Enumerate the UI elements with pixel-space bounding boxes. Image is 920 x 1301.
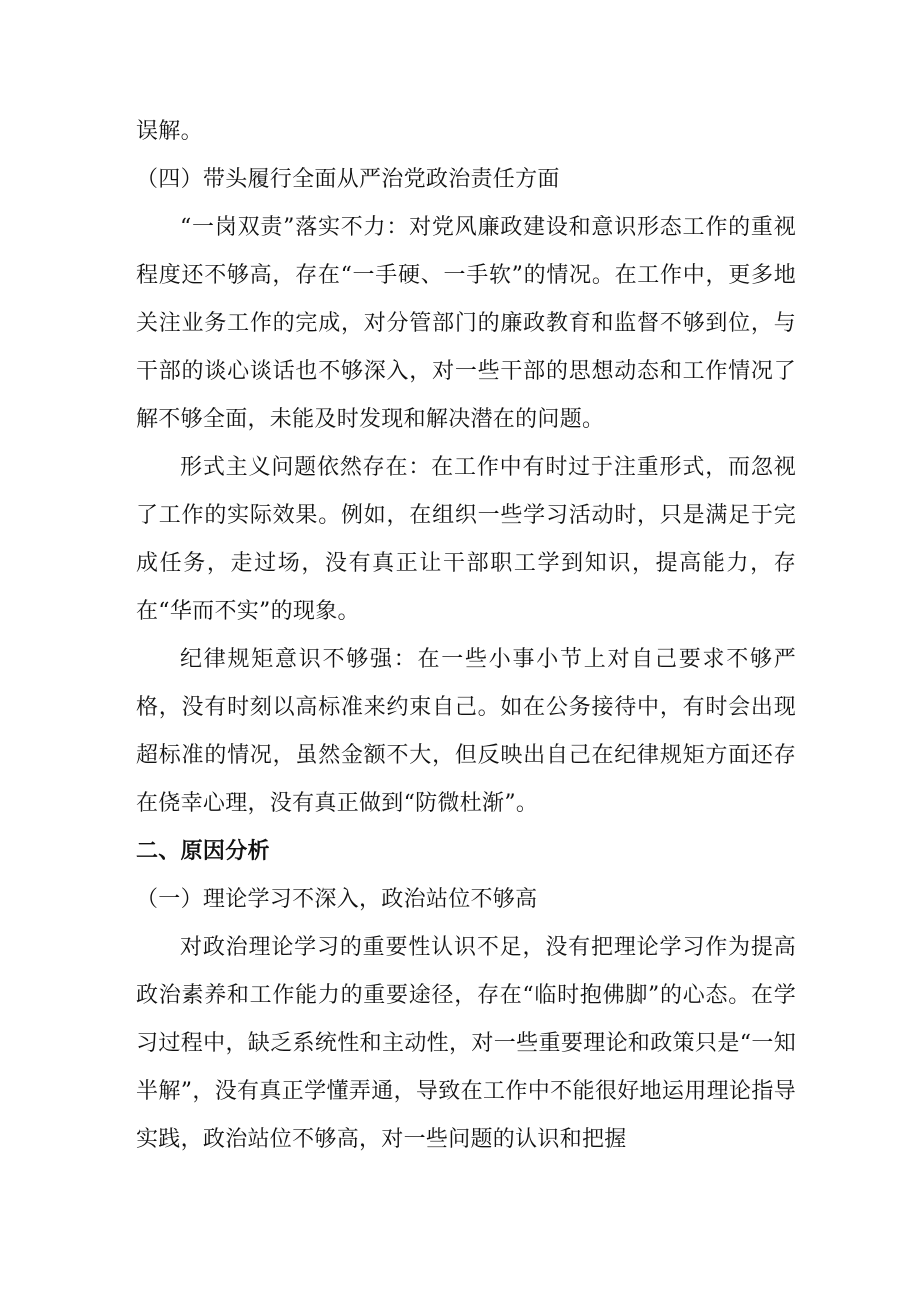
- paragraph-theory-study: 对政治理论学习的重要性认识不足，没有把理论学习作为提高政治素养和工作能力的重要途径，存在“临时抱佛脚”的心态。在学习过程中，缺乏系统性和主动性，对一些重要理论和政策只是“一知半解”，没有真正学懂弄通，导致在工作中不能很好地运用理论指导实践，政治站位不够高，对一些问题的认识和把握: [136, 935, 796, 1152]
- section-heading-cause-analysis: 二、原因分析: [136, 839, 270, 864]
- paragraph-continuation: 误解。: [136, 119, 203, 144]
- section-subheading-1: （一）理论学习不深入，政治站位不够高: [136, 887, 538, 912]
- paragraph-one-post-two-duties: “一岗双责”落实不力：对党风廉政建设和意识形态工作的重视程度还不够高，存在“一手硬、一手软”的情况。在工作中，更多地关注业务工作的完成，对分管部门的廉政教育和监督不够到位，与干部的谈心谈话也不够深入，对一些干部的思想动态和工作情况了解不够全面，未能及时发现和解决潜在的问题。: [136, 215, 796, 432]
- document-body: [136, 108, 796, 1164]
- paragraph-discipline: 纪律规矩意识不够强：在一些小事小节上对自己要求不够严格，没有时刻以高标准来约束自己。如在公务接待中，有时会出现超标准的情况，虽然金额不大，但反映出自己在纪律规矩方面还存在侥幸心理，没有真正做到“防微杜渐”。: [136, 647, 796, 816]
- paragraph-formalism: 形式主义问题依然存在：在工作中有时过于注重形式，而忽视了工作的实际效果。例如，在组织一些学习活动时，只是满足于完成任务，走过场，没有真正让干部职工学到知识，提高能力，存在“华而不实”的现象。: [136, 455, 796, 624]
- section-subheading-4: （四）带头履行全面从严治党政治责任方面: [136, 167, 560, 192]
